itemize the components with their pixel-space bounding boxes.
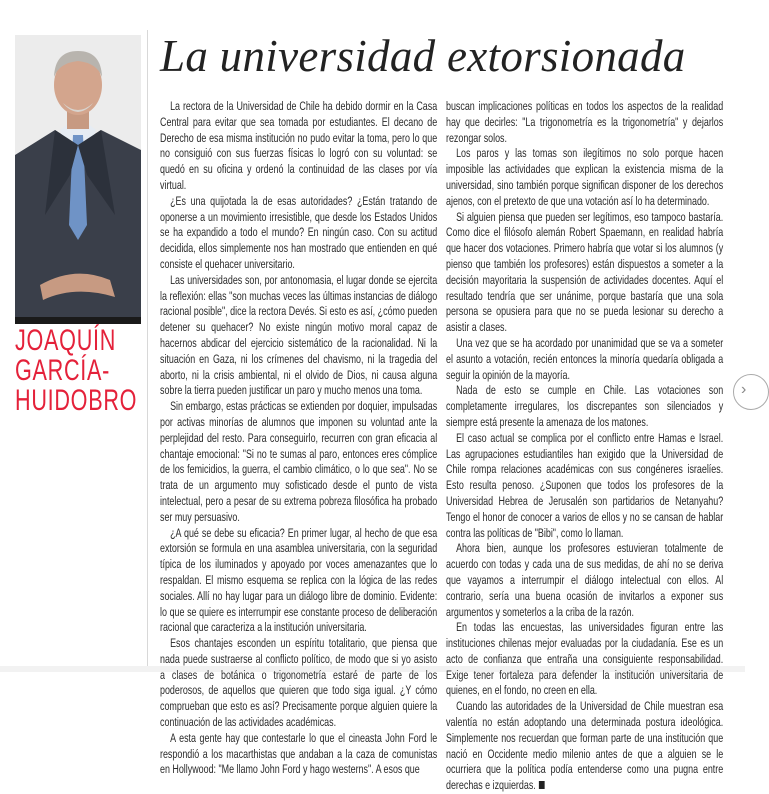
paragraph: A esta gente hay que contestarle lo que el cineasta John Ford le respondió a los macarthistas que andaban a la caza de comunistas en Hollywood: "Me llamo John Ford y hago westerns". A esos que [160,730,438,777]
paragraph: ¿Es una quijotada la de esas autoridades? ¿Están tratando de oponerse a un movimiento irresistible, que desde los Estados Unidos se ha expandido a todo el mundo? En ningún caso. Con su actitud decidida, ellos simplemente nos han mostrado que entienden en qué consiste el quehacer universitario. [160,193,438,271]
paragraph: Esos chantajes esconden un espíritu totalitario, que piensa que nada puede sustraerse al conflicto político, de modo que si yo asisto a clases de botánica o trigonometría estaré de parte de los poderosos, de aquellos que quieren que todo siga igual. ¿Y cómo comprueban que esto es así? Precisamente porque alguien quiere la continuación de las actividades académicas. [160,636,438,730]
paragraph: Los paros y las tomas son ilegítimos no solo porque hacen imposible las actividades que explican la existencia misma de la universidad, sino también porque significan disponer de los derechos ajenos, con el pretexto de que una votación así lo ha determinado. [446,146,724,208]
chevron-right-icon: › [741,381,747,398]
author-name [15,326,137,416]
paragraph: El caso actual se complica por el conflicto entre Hamas e Israel. Las agrupaciones estudiantiles han exigido que la Universidad de Chile rompa relaciones académicas con sus congéneres israelíes. Esto resulta penoso. ¿Suponen que todos los profesores de la Universidad Hebrea de Jerusalén son partidarios de Netanyahu? Tengo el honor de conocer a varios de ellos y no se cansan de hablar contra las políticas de "Bibi", como lo llaman. [446,430,724,540]
paragraph: ¿A qué se debe su eficacia? En primer lugar, al hecho de que esa extorsión se formula en una asamblea universitaria, con la seguridad típica de los iluminados y apoyado por voces amenazantes que lo respaldan. El mismo esquema se replica con la lógica de las redes sociales. Allí no hay lugar para un diálogo libre de dominio. Evidente: lo que se quiere es interrumpir ese constante proceso de deliberación racional que caracteriza a la institución universitaria. [160,525,438,635]
paragraph: En todas las encuestas, las universidades figuran entre las instituciones chilenas mejor evaluadas por la ciudadanía. Ese es un acto de confianza que entraña una consiguiente responsabilidad. Exige tener fortaleza para defender la institución universitaria de quienes, en el fondo, no creen en ella. [446,620,724,698]
paragraph-last [446,699,723,794]
author-line: HUIDOBRO [15,384,138,417]
paragraph: Ahora bien, aunque los profesores estuvieran totalmente de acuerdo con todas y cada una de sus medidas, de ahí no se deriva que vayamos a interrumpir el diálogo intelectual con ellos. Al contrario, sería una buena ocasión de invitarlos a exponer sus argumentos y someterlos a la criba de la razón. [446,541,724,619]
paragraph: Las universidades son, por antonomasia, el lugar donde se ejercita la reflexión: ellas "son muchas veces las últimas instancias de diálogo racional posible", dice la rectora Devés. Si esto es así, ¿cómo pueden detener su quehacer? No existe ningún motivo moral capaz de hacernos abdicar del ejercicio sistemático de la racionalidad. Ni la situación en Gaza, ni los crímenes del chavismo, ni la tragedia del aborto, ni la crisis ambiental, ni el olvido de Dios, ni causa alguna sobre la tierra pueden justificar un paro y mucho menos una toma. [160,272,438,398]
paragraph: Nada de esto se cumple en Chile. Las votaciones son completamente irregulares, los discrepantes son silenciados y siempre está presente la amenaza de los matones. [446,383,724,429]
paragraph: La rectora de la Universidad de Chile ha debido dormir en la Casa Central para evitar que sea tomada por estudiantes. El decano de Derecho de esa misma institución no pudo evitar la toma, pero lo que no consiguió con sus fuerzas físicas lo logró con su voluntad: se quedó en su oficina y ordenó la continuidad de las clases por vía virtual. [160,99,438,192]
article-column-1 [160,99,437,778]
paragraph: buscan implicaciones políticas en todos los aspectos de la realidad hay que decirles: "La trigonometría es la trigonometría" y dejarlos rezongar solos. [446,99,724,145]
author-line: GARCÍA- [15,354,111,387]
article-column-2 [446,99,723,794]
column-divider [147,30,148,672]
paragraph: Cuando las autoridades de la Universidad de Chile muestran esa valentía no están adoptando una determinada postura ideológica. Simplemente nos recuerdan que forman parte de una institución que nació en Occidente medio milenio antes de que a alguien se le ocurriera que la política podía entenderse como una pugna entre derechas e izquierdas. [446,699,724,793]
paragraph: Si alguien piensa que pueden ser legítimos, eso tampoco bastaría. Como dice el filósofo alemán Robert Spaemann, en realidad habría que hacer dos votaciones. Primero habría que votar si los alumnos (y pienso que también los profesores) están dispuestos a someter a la decisión mayoritaria la suspensión de actividades docentes. Aquí el resultado tendría que ser unánime, porque bastaría que una sola persona se opusiera para que no se pueda lesionar su derecho a asistir a clases. [446,209,724,335]
end-square-icon [539,781,545,789]
article-title: La universidad extorsionada [160,31,686,81]
photo-divider-bar [15,317,141,324]
next-page-button[interactable] [733,374,769,410]
author-line: JOAQUÍN [15,324,117,357]
paragraph: Sin embargo, estas prácticas se extienden por doquier, impulsadas por activas minorías de alumnos que imponen su voluntad ante la perplejidad del resto. Para conseguirlo, recurren con gran eficacia al chantaje emocional: "Si no te sumas al paro, entonces eres cómplice de los femicidios, la guerra, el cambio climático, o lo que sea". No se trata de un argumento muy sofisticado desde el punto de vista intelectual, pero a pesar de su extrema pobreza filosófica ha probado ser muy persuasivo. [160,399,438,524]
author-photo [15,35,141,318]
paragraph: Una vez que se ha acordado por unanimidad que se va a someter el asunto a votación, recién entonces la minoría quedaría obligada a seguir la opinión de la mayoría. [446,335,724,382]
